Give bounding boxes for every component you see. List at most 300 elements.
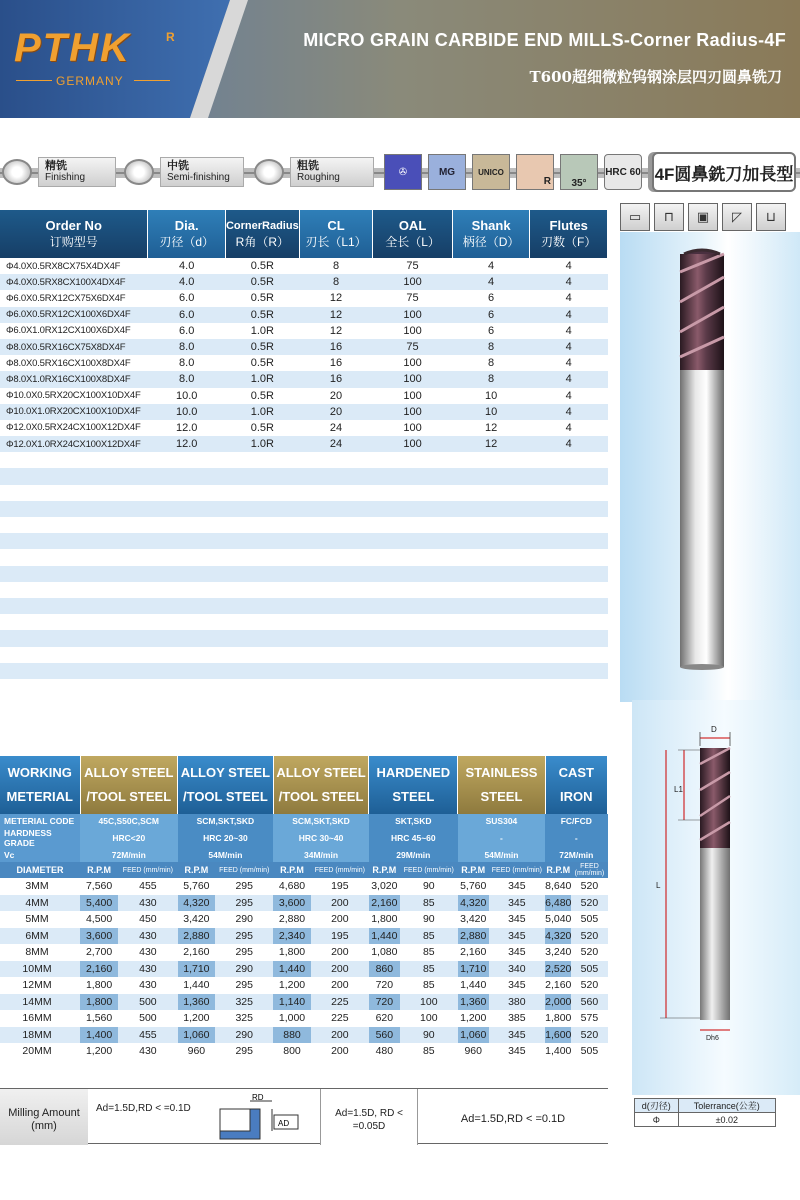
spec-cell — [225, 598, 299, 614]
diameter-cell: 8MM — [0, 944, 80, 961]
diameter-cell: 5MM — [0, 911, 80, 928]
spec-cell — [225, 630, 299, 646]
spec-cell: 100 — [373, 436, 452, 452]
feed-header: FEED (mm/min) — [489, 862, 545, 878]
spec-cell: 12 — [299, 323, 373, 339]
mode-semi-en: Semi-finishing — [167, 172, 230, 183]
spec-cell: 0.5R — [225, 274, 299, 290]
spec-cell: 10.0 — [148, 388, 226, 404]
spec-cell — [148, 566, 226, 582]
mode-roughing — [254, 155, 374, 189]
dim-l-label: L — [656, 881, 661, 890]
rpm-cell: 4,320 — [178, 895, 216, 912]
rpm-cell: 5,760 — [178, 878, 216, 895]
spec-cell: 10 — [452, 388, 530, 404]
spec-cell: 100 — [373, 274, 452, 290]
spec-cell — [225, 549, 299, 565]
spec-cell: 12 — [452, 420, 530, 436]
feed-cell: 200 — [311, 944, 369, 961]
badge-mg: MG — [428, 154, 466, 190]
col-shank: Shank 柄径（D） — [452, 210, 530, 258]
spec-cell — [452, 517, 530, 533]
order-no-cell: Φ12.0X1.0RX24CX100X12DX4F — [0, 436, 148, 452]
face-milling-icon: ▭ — [620, 203, 650, 231]
rpm-cell: 2,520 — [545, 961, 571, 978]
spec-cell — [452, 485, 530, 501]
feed-cell: 85 — [400, 977, 458, 994]
rpm-cell: 1,000 — [273, 1010, 311, 1027]
rpm-cell: 860 — [369, 961, 400, 978]
spec-cell — [225, 582, 299, 598]
feed-cell: 225 — [311, 1010, 369, 1027]
feed-cell: 295 — [215, 944, 273, 961]
rpm-cell: 2,000 — [545, 994, 571, 1011]
spec-cell — [299, 647, 373, 663]
feed-cell: 85 — [400, 895, 458, 912]
feed-cell: 380 — [489, 994, 545, 1011]
feed-cell: 520 — [571, 1027, 607, 1044]
table-row — [0, 549, 608, 565]
application-icons — [620, 203, 786, 231]
feed-cell: 325 — [215, 994, 273, 1011]
spec-cell: 4 — [530, 371, 608, 387]
rpm-cell: 3,420 — [458, 911, 489, 928]
spec-cell — [530, 533, 608, 549]
spec-cell — [225, 533, 299, 549]
spec-cell: 10 — [452, 404, 530, 420]
table-row — [0, 468, 608, 484]
feed-cell: 430 — [118, 944, 177, 961]
feed-cell: 295 — [215, 928, 273, 945]
feed-cell: 200 — [311, 977, 369, 994]
spec-cell — [148, 614, 226, 630]
rpm-cell: 1,710 — [178, 961, 216, 978]
feed-header: FEED (mm/min) — [571, 862, 607, 878]
table-row — [0, 582, 608, 598]
table-row — [0, 598, 608, 614]
feed-cell: 90 — [400, 1027, 458, 1044]
rpm-cell: 5,400 — [80, 895, 118, 912]
spec-cell: 4 — [452, 258, 530, 274]
spec-cell — [373, 566, 452, 582]
tol-header-tol: Tolerrance(公差) — [678, 1099, 775, 1113]
pocket-milling-icon: ▣ — [688, 203, 718, 231]
dim-d-label: D — [711, 725, 717, 734]
spiral-icon: ✇ — [384, 154, 422, 190]
spec-cell: 12 — [299, 290, 373, 306]
rpm-cell: 3,600 — [273, 895, 311, 912]
spec-cell — [225, 679, 299, 695]
table-row — [0, 647, 608, 663]
rpm-cell: 1,360 — [458, 994, 489, 1011]
table-row — [0, 961, 608, 978]
material-code-cell: FC/FCD — [545, 814, 607, 828]
spec-cell: 10.0 — [148, 404, 226, 420]
spec-cell: 1.0R — [225, 371, 299, 387]
order-no-cell — [0, 598, 148, 614]
order-no-cell: Φ6.0X0.5RX12CX75X6DX4F — [0, 290, 148, 306]
feed-cell: 100 — [400, 1010, 458, 1027]
feed-cell: 430 — [118, 928, 177, 945]
spec-cell: 100 — [373, 404, 452, 420]
spec-cell — [452, 566, 530, 582]
rpm-header: R.P.M — [458, 862, 489, 878]
spec-cell — [373, 452, 452, 468]
order-no-cell: Φ4.0X0.5RX8CX100X4DX4F — [0, 274, 148, 290]
roughing-icon — [254, 159, 284, 185]
table-row — [0, 339, 608, 355]
spec-cell — [299, 501, 373, 517]
rpm-cell: 1,440 — [458, 977, 489, 994]
spec-cell — [530, 582, 608, 598]
diameter-cell: 6MM — [0, 928, 80, 945]
spec-cell: 8 — [452, 355, 530, 371]
rpm-cell: 5,040 — [545, 911, 571, 928]
spec-cell — [299, 614, 373, 630]
col-corner-radius: CornerRadius R角（R） — [225, 210, 299, 258]
col-flutes: Flutes 刃数（F） — [530, 210, 608, 258]
spec-cell: 0.5R — [225, 420, 299, 436]
spec-cell — [530, 517, 608, 533]
feed-cell: 560 — [571, 994, 607, 1011]
spec-cell — [530, 501, 608, 517]
spec-cell — [225, 501, 299, 517]
spec-cell — [373, 517, 452, 533]
table-row — [0, 566, 608, 582]
table-row — [0, 679, 608, 695]
spec-cell — [148, 452, 226, 468]
rpm-cell: 800 — [273, 1043, 311, 1060]
feed-cell: 340 — [489, 961, 545, 978]
spec-cell — [530, 598, 608, 614]
row-label: METERIAL CODE — [0, 814, 80, 828]
spec-cell: 100 — [373, 388, 452, 404]
spec-cell — [299, 533, 373, 549]
spec-cell: 12 — [299, 307, 373, 323]
spec-cell — [530, 679, 608, 695]
spec-cell — [452, 501, 530, 517]
table-row — [0, 404, 608, 420]
spec-cell: 4 — [452, 274, 530, 290]
spec-cell — [452, 598, 530, 614]
milling-amount-label: Milling Amount (mm) — [0, 1089, 88, 1145]
rpm-cell: 4,500 — [80, 911, 118, 928]
feed-cell: 195 — [311, 878, 369, 895]
spec-cell — [452, 614, 530, 630]
working-material-header: WORKING METERIAL — [0, 756, 80, 814]
table-row — [0, 485, 608, 501]
feed-cell: 85 — [400, 1043, 458, 1060]
badge-helix-angle: 35° — [560, 154, 598, 190]
milling-amount-row — [0, 1088, 608, 1144]
rpm-cell: 1,060 — [178, 1027, 216, 1044]
rpm-cell: 1,200 — [80, 1043, 118, 1060]
feed-cell: 455 — [118, 1027, 177, 1044]
spec-cell: 6.0 — [148, 323, 226, 339]
semi-finishing-icon — [124, 159, 154, 185]
mode-roughing-en: Roughing — [297, 172, 340, 183]
model-title: 4F圆鼻銑刀加長型 — [652, 152, 796, 192]
spec-cell — [225, 468, 299, 484]
spec-cell: 8 — [452, 339, 530, 355]
rpm-cell: 560 — [369, 1027, 400, 1044]
diameter-cell: 10MM — [0, 961, 80, 978]
spec-cell — [148, 533, 226, 549]
spec-cell: 16 — [299, 371, 373, 387]
feed-cell: 575 — [571, 1010, 607, 1027]
feed-cell: 295 — [215, 977, 273, 994]
rpm-cell: 1,140 — [273, 994, 311, 1011]
material-header: ALLOY STEEL /TOOL STEEL — [178, 756, 274, 814]
rpm-cell: 1,800 — [80, 977, 118, 994]
feed-cell: 430 — [118, 1043, 177, 1060]
table-row — [0, 533, 608, 549]
material-hardness-cell: HRC 30~40 — [273, 828, 369, 848]
spec-cell: 1.0R — [225, 404, 299, 420]
mode-roughing-cn: 粗铣 — [297, 160, 319, 172]
order-no-cell — [0, 501, 148, 517]
feed-cell: 345 — [489, 944, 545, 961]
spec-cell: 1.0R — [225, 323, 299, 339]
feed-cell: 85 — [400, 944, 458, 961]
order-no-cell: Φ10.0X1.0RX20CX100X10DX4F — [0, 404, 148, 420]
rpm-cell: 2,160 — [80, 961, 118, 978]
row-label: HARDNESS GRADE — [0, 828, 80, 848]
spec-cell — [148, 598, 226, 614]
table-row — [0, 258, 608, 274]
spec-cell — [452, 630, 530, 646]
side-milling-icon: ⊓ — [654, 203, 684, 231]
table-row — [0, 501, 608, 517]
spec-cell: 4 — [530, 274, 608, 290]
spec-cell — [299, 485, 373, 501]
order-no-cell — [0, 647, 148, 663]
diameter-cell: 20MM — [0, 1043, 80, 1060]
diameter-header-row — [0, 862, 608, 878]
feed-cell: 85 — [400, 928, 458, 945]
rpm-cell: 2,700 — [80, 944, 118, 961]
feed-cell: 200 — [311, 1027, 369, 1044]
table-row — [0, 1010, 608, 1027]
spec-cell: 20 — [299, 388, 373, 404]
feed-header: FEED (mm/min) — [400, 862, 458, 878]
spec-cell — [530, 549, 608, 565]
material-vc-cell: 72M/min — [80, 848, 178, 862]
feed-cell: 85 — [400, 961, 458, 978]
rpm-cell: 1,080 — [369, 944, 400, 961]
rpm-cell: 1,400 — [80, 1027, 118, 1044]
col-cl: CL 刃长（L1） — [299, 210, 373, 258]
spec-cell — [225, 485, 299, 501]
spec-cell: 4 — [530, 258, 608, 274]
feed-cell: 325 — [215, 1010, 273, 1027]
spec-cell — [299, 566, 373, 582]
material-hardness-cell: HRC<20 — [80, 828, 178, 848]
spec-cell: 8 — [299, 274, 373, 290]
col-order-no: Order No 订购型号 — [0, 210, 148, 258]
rpm-cell: 2,160 — [178, 944, 216, 961]
spec-cell — [225, 663, 299, 679]
feed-cell: 100 — [400, 994, 458, 1011]
material-header: STAINLESS STEEL — [458, 756, 545, 814]
chamfer-milling-icon: ◸ — [722, 203, 752, 231]
feed-cell: 290 — [215, 961, 273, 978]
spec-cell: 8 — [452, 371, 530, 387]
col-dia: Dia. 刃径（d） — [148, 210, 226, 258]
feed-cell: 385 — [489, 1010, 545, 1027]
rpm-cell: 720 — [369, 994, 400, 1011]
material-header: CAST IRON — [545, 756, 607, 814]
feed-cell: 520 — [571, 895, 607, 912]
spec-cell — [530, 630, 608, 646]
spec-cell: 8.0 — [148, 371, 226, 387]
rpm-cell: 1,200 — [273, 977, 311, 994]
material-hardness-cell: HRC 20~30 — [178, 828, 274, 848]
feed-cell: 500 — [118, 1010, 177, 1027]
spec-cell: 0.5R — [225, 355, 299, 371]
spec-cell — [373, 549, 452, 565]
spec-cell: 4 — [530, 290, 608, 306]
feed-cell: 520 — [571, 928, 607, 945]
rpm-cell: 2,880 — [178, 928, 216, 945]
feed-cell: 505 — [571, 961, 607, 978]
spec-cell — [530, 614, 608, 630]
order-no-cell — [0, 614, 148, 630]
feed-cell: 430 — [118, 977, 177, 994]
material-vc-cell: 54M/min — [458, 848, 545, 862]
spec-cell — [225, 566, 299, 582]
spec-cell — [148, 501, 226, 517]
rpm-cell: 1,800 — [273, 944, 311, 961]
rpm-cell: 880 — [273, 1027, 311, 1044]
spec-cell — [452, 549, 530, 565]
spec-cell — [373, 647, 452, 663]
feed-cell: 225 — [311, 994, 369, 1011]
logo-rule-left — [16, 80, 52, 81]
feed-cell: 200 — [311, 895, 369, 912]
spec-cell — [530, 647, 608, 663]
table-row — [0, 517, 608, 533]
order-no-cell — [0, 630, 148, 646]
table-row — [0, 290, 608, 306]
dim-l1-label: L1 — [674, 785, 683, 794]
table-row — [0, 355, 608, 371]
spec-cell — [373, 598, 452, 614]
feed-cell: 345 — [489, 895, 545, 912]
spec-cell: 0.5R — [225, 339, 299, 355]
spec-cell — [225, 452, 299, 468]
rpm-cell: 1,600 — [545, 1027, 571, 1044]
badge-unico: UNICO — [472, 154, 510, 190]
feed-cell: 345 — [489, 1043, 545, 1060]
spec-cell — [373, 485, 452, 501]
spec-cell — [299, 452, 373, 468]
spec-cell — [299, 582, 373, 598]
tol-value-tol: ±0.02 — [678, 1113, 775, 1127]
table-row — [0, 307, 608, 323]
order-no-cell — [0, 663, 148, 679]
order-no-cell — [0, 582, 148, 598]
rpm-cell: 2,160 — [458, 944, 489, 961]
brand-logo — [8, 14, 176, 88]
table-row — [0, 614, 608, 630]
material-hardness-cell: HRC 45~60 — [369, 828, 458, 848]
diameter-cell: 12MM — [0, 977, 80, 994]
mode-finishing — [2, 155, 116, 189]
order-no-cell: Φ8.0X1.0RX16CX100X8DX4F — [0, 371, 148, 387]
dim-dh6-label: Dh6 — [706, 1035, 719, 1042]
rpm-header: R.P.M — [369, 862, 400, 878]
material-code-row — [0, 814, 608, 828]
order-no-cell: Φ8.0X0.5RX16CX75X8DX4F — [0, 339, 148, 355]
rpm-cell: 1,440 — [273, 961, 311, 978]
spec-cell — [530, 485, 608, 501]
spec-cell — [530, 663, 608, 679]
rpm-cell: 8,640 — [545, 878, 571, 895]
feed-cell: 450 — [118, 911, 177, 928]
material-vc-cell: 29M/min — [369, 848, 458, 862]
feed-header: FEED (mm/min) — [215, 862, 273, 878]
order-no-cell — [0, 549, 148, 565]
order-no-cell: Φ12.0X0.5RX24CX100X12DX4F — [0, 420, 148, 436]
feed-cell: 345 — [489, 928, 545, 945]
table-row — [0, 274, 608, 290]
rpm-cell: 7,560 — [80, 878, 118, 895]
rpm-cell: 1,440 — [178, 977, 216, 994]
feed-cell: 290 — [215, 911, 273, 928]
spec-cell: 6 — [452, 307, 530, 323]
col-oal: OAL 全长（L） — [373, 210, 452, 258]
spec-cell: 8 — [299, 258, 373, 274]
spec-cell: 4 — [530, 355, 608, 371]
slot-milling-icon: ⊔ — [756, 203, 786, 231]
spec-cell — [148, 630, 226, 646]
rpm-cell: 720 — [369, 977, 400, 994]
milling-condition-3: Ad=1.5D,RD < =0.1D — [460, 1113, 566, 1125]
diameter-label: DIAMETER — [0, 862, 80, 878]
order-no-cell — [0, 485, 148, 501]
spec-cell — [452, 582, 530, 598]
rpm-cell: 2,160 — [369, 895, 400, 912]
spec-cell: 4 — [530, 388, 608, 404]
material-vc-row — [0, 848, 608, 862]
registered-mark: R — [166, 30, 175, 44]
spec-cell — [148, 517, 226, 533]
spec-cell: 4 — [530, 307, 608, 323]
spec-cell: 0.5R — [225, 388, 299, 404]
rpm-cell: 3,020 — [369, 878, 400, 895]
spec-cell: 20 — [299, 404, 373, 420]
spec-cell: 100 — [373, 420, 452, 436]
rpm-cell: 1,060 — [458, 1027, 489, 1044]
spec-cell — [148, 679, 226, 695]
milling-diagram — [212, 1093, 312, 1141]
diameter-cell: 16MM — [0, 1010, 80, 1027]
rpm-cell: 4,320 — [545, 928, 571, 945]
rpm-cell: 480 — [369, 1043, 400, 1060]
rpm-cell: 2,340 — [273, 928, 311, 945]
order-no-cell — [0, 468, 148, 484]
spec-cell: 8.0 — [148, 355, 226, 371]
spec-cell: 75 — [373, 290, 452, 306]
order-no-cell — [0, 452, 148, 468]
spec-cell — [299, 679, 373, 695]
feed-cell: 295 — [215, 878, 273, 895]
material-code-cell: SCM,SKT,SKD — [178, 814, 274, 828]
spec-cell: 6 — [452, 290, 530, 306]
feed-cell: 195 — [311, 928, 369, 945]
spec-cell: 0.5R — [225, 307, 299, 323]
